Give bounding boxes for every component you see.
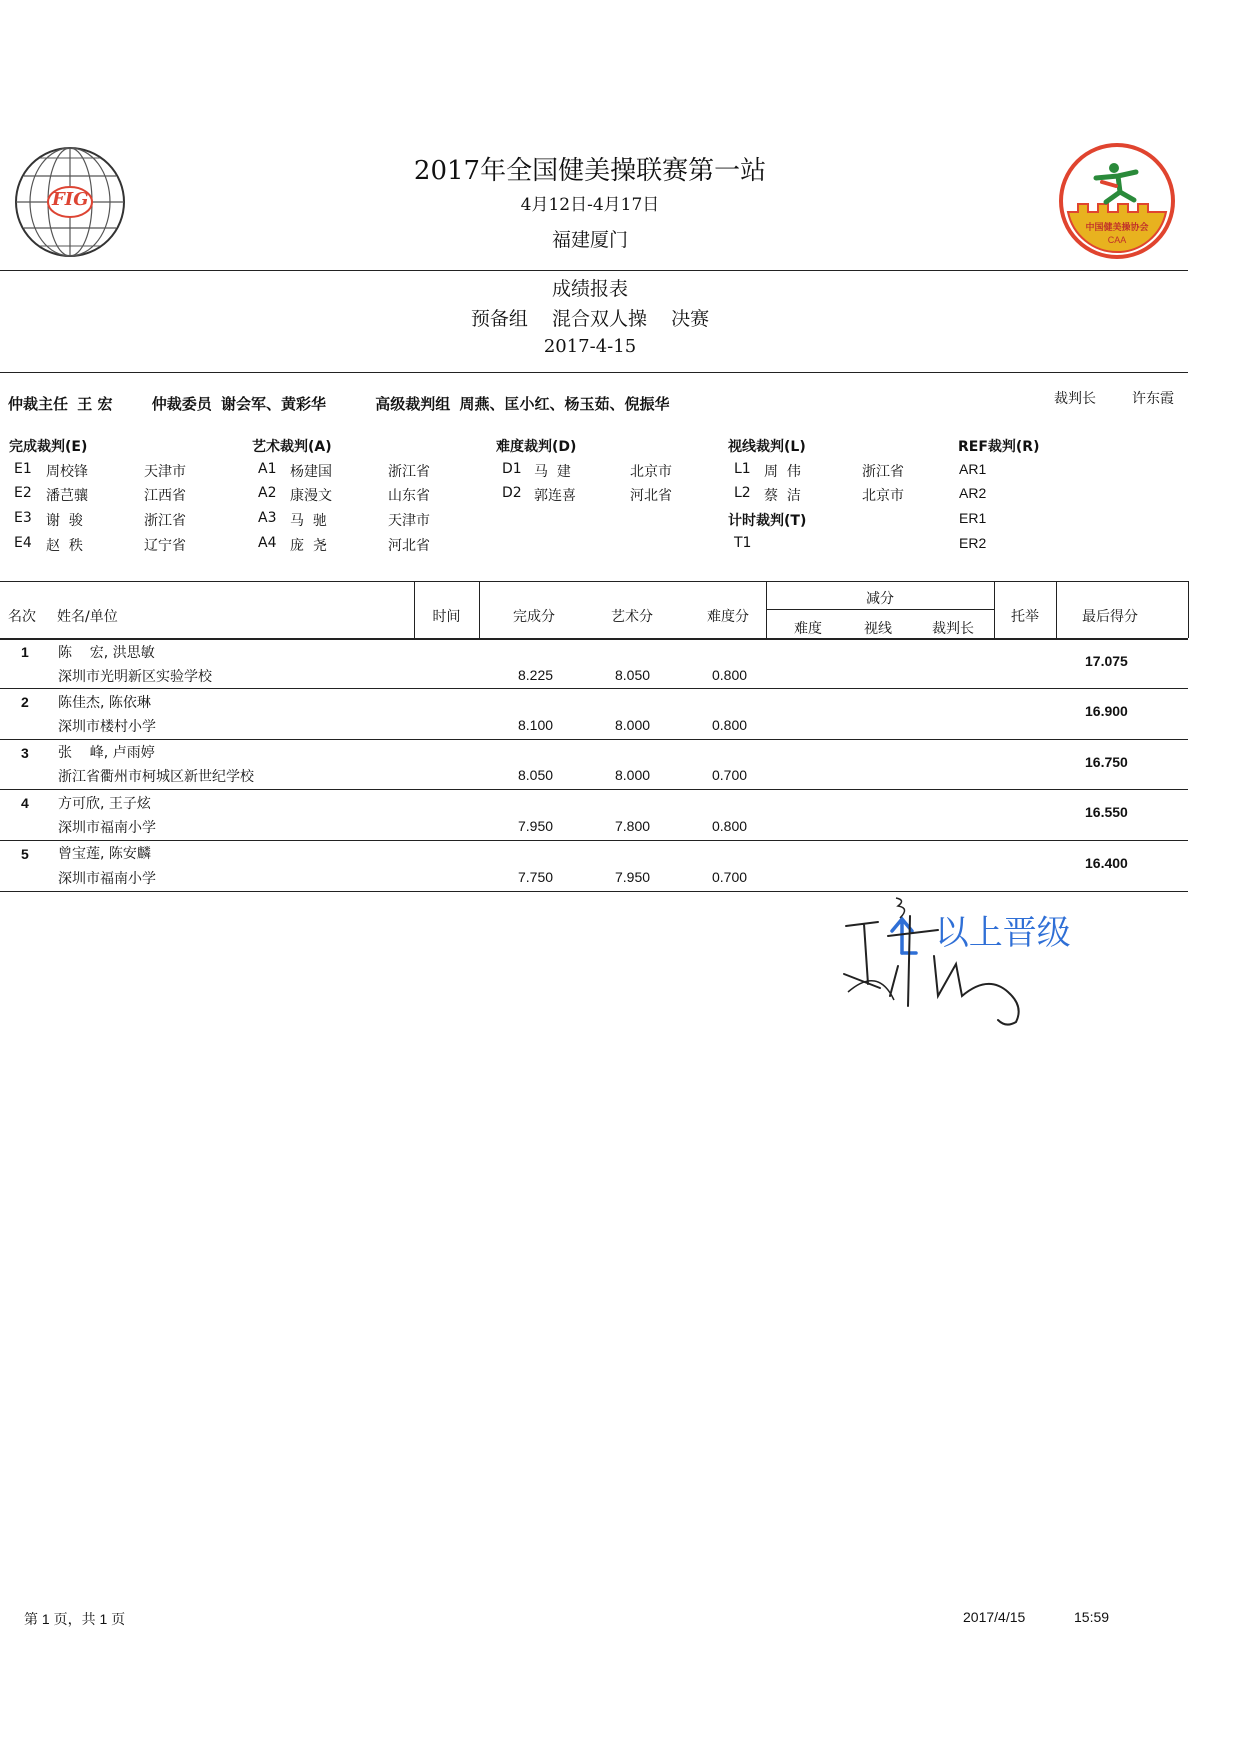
row-final: 16.400: [1085, 855, 1128, 871]
row-rank: 2: [21, 694, 29, 710]
judge-code: A4: [258, 535, 277, 551]
row-final: 16.550: [1085, 804, 1128, 820]
judge-code: E2: [14, 485, 32, 501]
row-names: 陈佳杰, 陈依琳: [58, 695, 151, 711]
page-number: 第 1 页，共 1 页: [24, 1611, 126, 1627]
judge-province: 辽宁省: [144, 538, 186, 554]
row-artistic: 8.050: [615, 667, 651, 683]
execution-judges-title: 完成裁判(E): [9, 439, 88, 455]
header-difficulty: 难度分: [707, 609, 749, 625]
row-artistic: 7.800: [615, 818, 651, 834]
caa-logo-sub: CAA: [1107, 235, 1127, 245]
judge-code: A1: [258, 461, 277, 477]
judge-code: A2: [258, 485, 277, 501]
row-names: 方可欣, 王子炫: [58, 796, 151, 812]
footer-date: 2017/4/15: [963, 1609, 1026, 1625]
head-judge-name: 许东霞: [1132, 391, 1174, 407]
judge-code: E1: [14, 461, 32, 477]
table-header-border: [0, 638, 1188, 640]
row-divider: [0, 789, 1188, 790]
judge-code: D1: [502, 461, 522, 477]
committee-label: 仲裁委员: [151, 395, 212, 413]
deduction-subheader-border: [766, 609, 994, 610]
row-difficulty: 0.700: [712, 767, 748, 783]
committee-names: 谢会军、黄彩华: [220, 395, 326, 413]
col-divider: [1188, 581, 1189, 638]
row-divider: [0, 688, 1188, 689]
row-difficulty: 0.800: [712, 717, 748, 733]
row-unit: 深圳市楼村小学: [58, 719, 156, 735]
row-execution: 7.750: [518, 869, 554, 885]
ref-judge-code: ER1: [959, 510, 987, 526]
judge-name: 庞 尧: [290, 538, 327, 554]
header-ded-line: 视线: [864, 621, 892, 637]
chief-label: 仲裁主任: [8, 395, 69, 413]
senior-names: 周燕、匡小红、杨玉茹、倪振华: [459, 395, 670, 413]
row-unit: 深圳市福南小学: [58, 820, 156, 836]
judge-province: 浙江省: [862, 464, 904, 480]
judge-name: 谢 骏: [46, 513, 83, 529]
row-execution: 7.950: [518, 818, 554, 834]
timing-judges-title: 计时裁判(T): [728, 513, 807, 529]
header-execution: 完成分: [513, 609, 555, 625]
row-unit: 浙江省衢州市柯城区新世纪学校: [58, 769, 254, 785]
judge-province: 山东省: [388, 488, 430, 504]
ref-judge-code: AR2: [959, 485, 987, 501]
header-ded-difficulty: 难度: [794, 621, 822, 637]
judge-province: 江西省: [144, 488, 186, 504]
row-artistic: 8.000: [615, 717, 651, 733]
row-execution: 8.100: [518, 717, 554, 733]
judge-name: 郭连喜: [534, 488, 576, 504]
row-divider: [0, 891, 1188, 892]
judge-province: 天津市: [144, 464, 186, 480]
judge-code: T1: [734, 535, 752, 551]
table-top-border: [0, 581, 1188, 582]
page-title: 2017年全国健美操联赛第一站: [413, 156, 767, 186]
row-execution: 8.050: [518, 767, 554, 783]
divider: [0, 372, 1188, 373]
row-difficulty: 0.700: [712, 869, 748, 885]
row-unit: 深圳市福南小学: [58, 871, 156, 887]
promoted-text: 以上晋级: [934, 913, 1071, 953]
divider: [0, 270, 1188, 271]
judge-name: 潘芑骧: [46, 488, 88, 504]
event-location: 福建厦门: [551, 229, 628, 251]
row-difficulty: 0.800: [712, 667, 748, 683]
header-name: 姓名/单位: [57, 609, 118, 625]
row-final: 17.075: [1085, 653, 1128, 669]
header-deduction: 减分: [866, 591, 894, 607]
footer-time: 15:59: [1074, 1609, 1110, 1625]
judge-name: 马 驰: [290, 513, 327, 529]
row-difficulty: 0.800: [712, 818, 748, 834]
judge-province: 浙江省: [144, 513, 186, 529]
row-names: 张 峰, 卢雨婷: [58, 745, 155, 761]
judge-province: 河北省: [388, 538, 430, 554]
row-names: 曾宝莲, 陈安麟: [58, 846, 151, 862]
header-rank: 名次: [8, 609, 36, 625]
judge-code: A3: [258, 510, 277, 526]
row-unit: 深圳市光明新区实验学校: [58, 669, 212, 685]
head-judge-label: 裁判长: [1054, 391, 1096, 407]
officials-line: [8, 393, 673, 414]
judge-province: 天津市: [388, 513, 430, 529]
judge-code: L1: [734, 461, 751, 477]
row-artistic: 8.000: [615, 767, 651, 783]
row-execution: 8.225: [518, 667, 554, 683]
judge-code: E4: [14, 535, 32, 551]
row-rank: 4: [21, 795, 29, 811]
ref-judges-title: REF裁判(R): [958, 439, 1040, 455]
judge-code: E3: [14, 510, 32, 526]
difficulty-judges-title: 难度裁判(D): [496, 439, 577, 455]
header-time: 时间: [432, 609, 461, 625]
header-ded-head: 裁判长: [932, 621, 974, 637]
header-artistic: 艺术分: [611, 609, 653, 625]
report-date: 2017-4-15: [543, 336, 637, 357]
judge-province: 北京市: [630, 464, 672, 480]
col-divider: [479, 581, 480, 638]
header-final: 最后得分: [1082, 609, 1138, 625]
line-judges-title: 视线裁判(L): [728, 439, 806, 455]
ref-judge-code: ER2: [959, 535, 987, 551]
judge-name: 康漫文: [290, 488, 332, 504]
judge-name: 周 伟: [764, 464, 801, 480]
judge-province: 河北省: [630, 488, 672, 504]
judge-province: 浙江省: [388, 464, 430, 480]
ref-judge-code: AR1: [959, 461, 987, 477]
judge-name: 马 建: [534, 464, 571, 480]
judge-name: 周校锋: [46, 464, 88, 480]
row-names: 陈 宏, 洪思敏: [58, 645, 155, 661]
row-divider: [0, 739, 1188, 740]
row-final: 16.750: [1085, 754, 1128, 770]
row-artistic: 7.950: [615, 869, 651, 885]
row-rank: 1: [21, 644, 29, 660]
row-rank: 5: [21, 846, 29, 862]
senior-label: 高级裁判组: [375, 395, 451, 413]
report-category: 预备组 混合双人操 决赛: [470, 308, 710, 330]
judge-name: 赵 秩: [46, 538, 83, 554]
fig-logo-text: FIG: [52, 189, 89, 210]
judge-code: D2: [502, 485, 522, 501]
event-dates: 4月12日-4月17日: [520, 195, 660, 215]
row-divider: [0, 840, 1188, 841]
judge-province: 北京市: [862, 488, 904, 504]
header-lift: 托举: [1011, 609, 1039, 625]
judge-name: 杨建国: [290, 464, 332, 480]
caa-logo-text: 中国健美操协会: [1085, 223, 1149, 233]
chief-name: 王 宏: [77, 395, 113, 413]
artistic-judges-title: 艺术裁判(A): [252, 439, 332, 455]
judge-name: 蔡 洁: [764, 488, 801, 504]
judge-code: L2: [734, 485, 751, 501]
signature: [838, 896, 1038, 1040]
row-final: 16.900: [1085, 703, 1128, 719]
row-rank: 3: [21, 745, 29, 761]
report-title: 成绩报表: [551, 278, 628, 300]
